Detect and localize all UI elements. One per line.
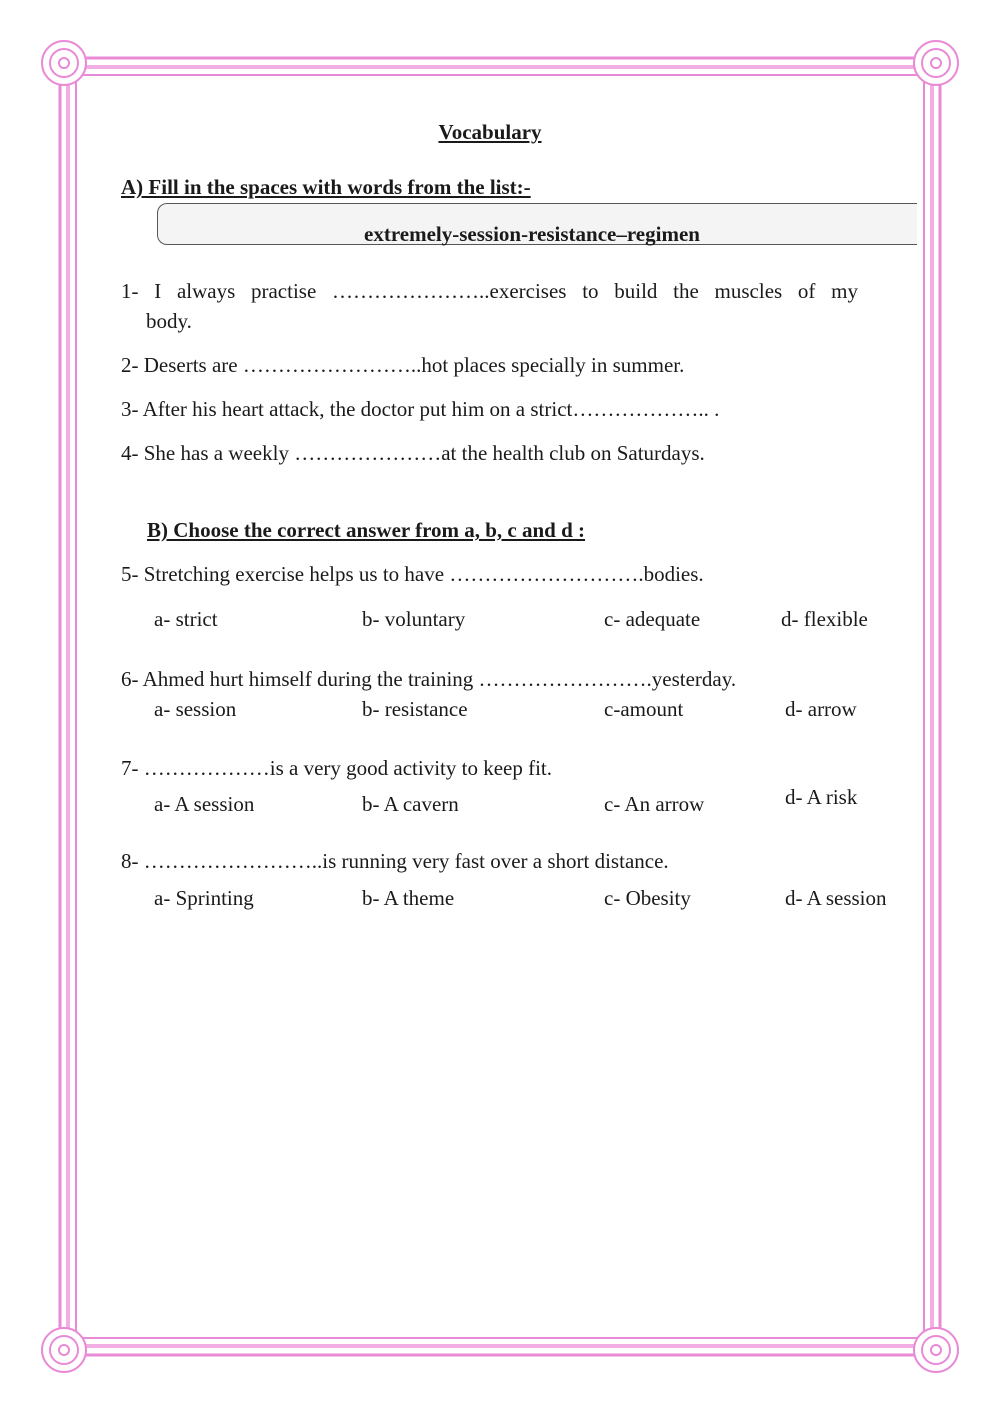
question-4: 4- She has a weekly …………………at the health club on Saturdays. [121, 441, 705, 465]
question-5: 5- Stretching exercise helps us to have ……………………….bodies. [121, 562, 704, 586]
question-6-option-a[interactable]: a- session [154, 697, 237, 721]
corner-ornament-top-right [914, 41, 958, 85]
question-7-option-d[interactable]: d- A risk [785, 785, 858, 809]
page-title: Vocabulary [438, 120, 542, 144]
question-7-option-a[interactable]: a- A session [154, 792, 255, 816]
question-8-option-d[interactable]: d- A session [785, 886, 887, 910]
question-2: 2- Deserts are ……………………..hot places specially in summer. [121, 353, 685, 377]
question-8-option-c[interactable]: c- Obesity [604, 886, 691, 910]
question-7-option-c[interactable]: c- An arrow [604, 792, 705, 816]
question-8-option-a[interactable]: a- Sprinting [154, 886, 254, 910]
question-7: 7- ………………is a very good activity to keep fit. [121, 756, 553, 780]
corner-ornament-bottom-right [914, 1328, 958, 1372]
question-5-option-b[interactable]: b- voluntary [362, 607, 466, 631]
section-a-heading: A) Fill in the spaces with words from the list:- [121, 175, 531, 199]
question-6-option-b[interactable]: b- resistance [362, 697, 468, 721]
question-8-option-b[interactable]: b- A theme [362, 886, 455, 910]
question-7-option-b[interactable]: b- A cavern [362, 792, 459, 816]
question-5-option-c[interactable]: c- adequate [604, 607, 701, 631]
question-5-option-a[interactable]: a- strict [154, 607, 218, 631]
question-1-continuation: body. [146, 309, 192, 333]
question-6: 6- Ahmed hurt himself during the training …………………….yesterday. [121, 667, 737, 691]
question-1: 1- I always practise …………………..exercises to build the muscles of my [121, 279, 858, 303]
corner-ornament-top-left [42, 41, 86, 85]
word-list: extremely-session-resistance–regimen [364, 222, 700, 246]
question-6-option-c[interactable]: c-amount [604, 697, 684, 721]
corner-ornament-bottom-left [42, 1328, 86, 1372]
question-5-option-d[interactable]: d- flexible [781, 607, 868, 631]
question-8: 8- ……………………..is running very fast over a short distance. [121, 849, 669, 873]
section-b-heading: B) Choose the correct answer from a, b, c and d : [147, 518, 586, 542]
question-3: 3- After his heart attack, the doctor put him on a strict……………….. . [121, 397, 720, 421]
question-6-option-d[interactable]: d- arrow [785, 697, 857, 721]
